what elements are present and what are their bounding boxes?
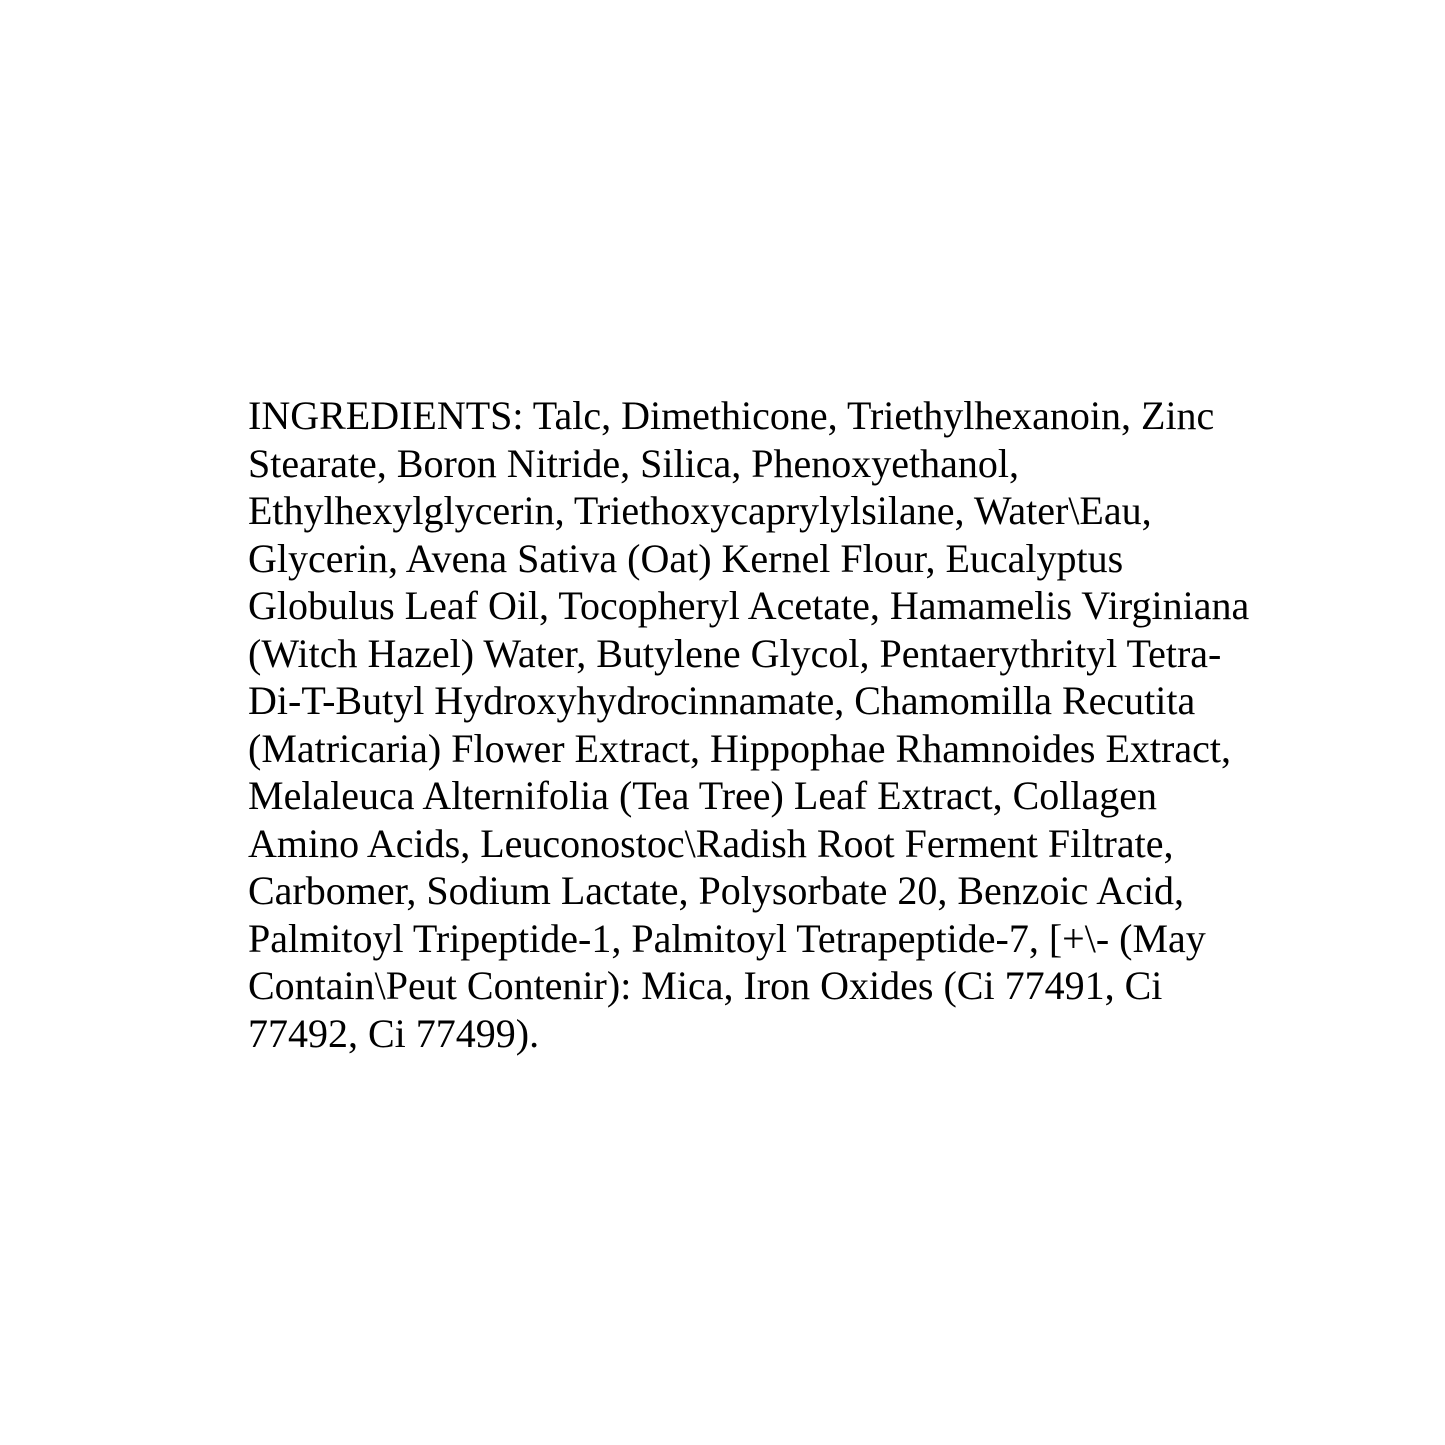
ingredients-line: Amino Acids, Leuconostoc\Radish Root Ferment Filtrate,	[248, 820, 1174, 866]
ingredients-line: Palmitoyl Tripeptide-1, Palmitoyl Tetrapeptide-7, [+\- (May	[248, 915, 1206, 961]
ingredients-line: Glycerin, Avena Sativa (Oat) Kernel Flour, Eucalyptus	[248, 535, 1124, 581]
ingredients-line: INGREDIENTS: Talc, Dimethicone, Triethylhexanoin, Zinc	[248, 393, 1215, 438]
ingredients-line: Contain\Peut Contenir): Mica, Iron Oxides (Ci 77491, Ci	[248, 963, 1163, 1008]
ingredients-line: Melaleuca Alternifolia (Tea Tree) Leaf Extract, Collagen	[248, 773, 1158, 818]
ingredients-line: Ethylhexylglycerin, Triethoxycaprylylsilane, Water\Eau,	[248, 488, 1152, 533]
ingredients-line: Di-T-Butyl Hydroxyhydrocinnamate, Chamomilla Recutita	[248, 678, 1196, 723]
ingredients-line: (Witch Hazel) Water, Butylene Glycol, Pentaerythrityl Tetra-	[248, 630, 1222, 676]
ingredients-line: Stearate, Boron Nitride, Silica, Phenoxyethanol,	[248, 440, 1019, 486]
ingredients-text	[248, 392, 1248, 1057]
ingredients-line: (Matricaria) Flower Extract, Hippophae Rhamnoides Extract,	[248, 725, 1231, 771]
ingredients-line: 77492, Ci 77499).	[248, 1010, 540, 1056]
ingredients-line: Globulus Leaf Oil, Tocopheryl Acetate, Hamamelis Virginiana	[248, 583, 1250, 628]
ingredients-line: Carbomer, Sodium Lactate, Polysorbate 20, Benzoic Acid,	[248, 868, 1184, 913]
